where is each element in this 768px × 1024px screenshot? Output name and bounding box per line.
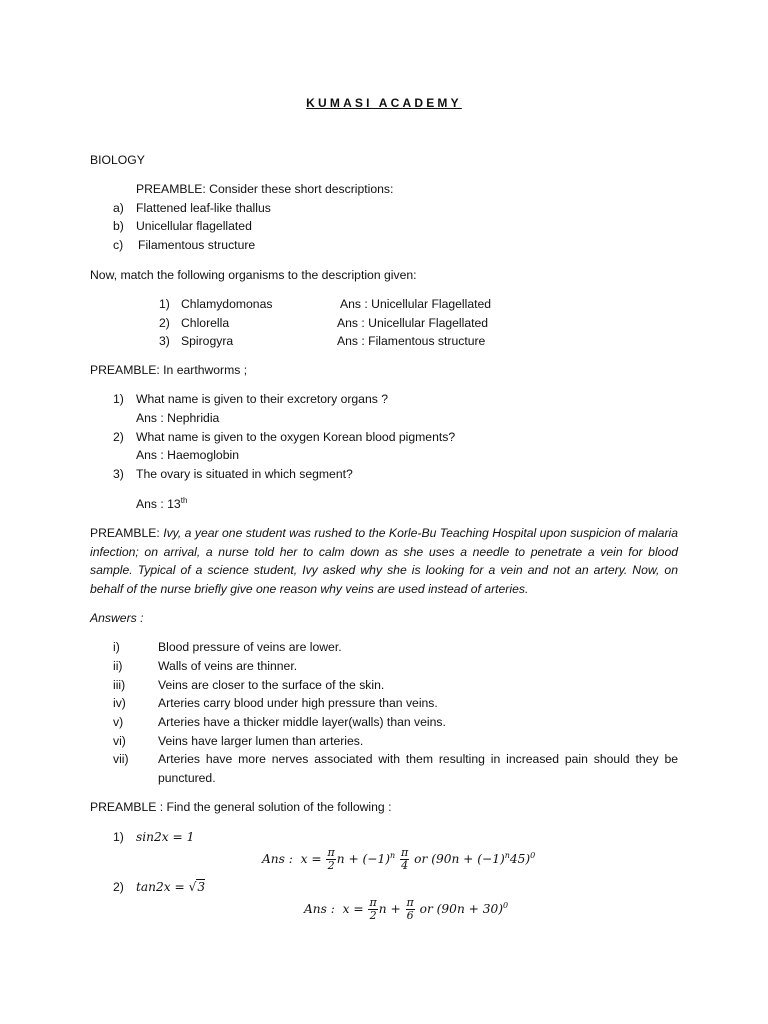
match-answer: Ans : Unicellular Flagellated [340, 297, 492, 311]
list-marker: 3) [113, 467, 124, 481]
fraction: $\frac{\pi}{6}$ [406, 896, 414, 922]
preamble-label: PREAMBLE: [90, 526, 160, 540]
organism-name: Spirogyra [181, 334, 234, 348]
list-item: Filamentous structure [138, 238, 256, 252]
ordinal-suffix: th [180, 495, 188, 505]
list-marker: 2) [159, 316, 170, 330]
list-marker: b) [113, 219, 124, 233]
solution-2: Ans : x = $\frac{\pi}{2}$ n + $\frac{\pi}{6}$ or $(90n + 30)^0$ [304, 896, 509, 922]
list-marker: vi) [113, 734, 126, 748]
list-marker: 2) [113, 880, 124, 894]
answer-item: Arteries have a thicker middle layer(walls) than veins. [158, 715, 446, 729]
preamble-descriptions: PREAMBLE: Consider these short descriptions: [136, 182, 394, 196]
subject-heading: BIOLOGY [90, 153, 145, 167]
list-marker: iii) [113, 678, 126, 692]
list-marker: v) [113, 715, 124, 729]
fraction: $\frac{\pi}{2}$ [327, 846, 335, 872]
match-instruction: Now, match the following organisms to the description given: [90, 268, 417, 282]
fraction: $\frac{\pi}{4}$ [401, 846, 409, 872]
question-answer: Ans : Haemoglobin [136, 448, 239, 462]
list-marker: c) [113, 238, 124, 252]
list-marker: a) [113, 201, 124, 215]
answer-item: Arteries have more nerves associated with them resulting in increased pain should they be punctured. [158, 752, 678, 785]
preamble-story: Ivy, a year one student was rushed to the Korle-Bu Teaching Hospital upon suspicion of malaria infection; on arrival, a nurse told her to calm down as she uses a needle to penetrate a vein for blood sample. Typical of a science student, Ivy asked why she is looking for a vein and not an artery. Now, on behalf of the nurse briefly give one reason why veins are used instead of arteries. [90, 526, 679, 596]
ans-label: Ans : [262, 852, 293, 866]
preamble-trig: PREAMBLE : Find the general solution of the following : [90, 800, 392, 814]
list-item: Unicellular flagellated [136, 219, 252, 233]
answer-item: Veins are closer to the surface of the skin. [158, 678, 385, 692]
fraction: $\frac{\pi}{2}$ [369, 896, 377, 922]
answer-item: Blood pressure of veins are lower. [158, 640, 342, 654]
equation: tan2x = √3 [136, 880, 206, 894]
list-item: Flattened leaf-like thallus [136, 201, 271, 215]
question-answer: Ans : 13th [136, 495, 188, 511]
preamble-earthworms: PREAMBLE: In earthworms ; [90, 363, 248, 377]
question-answer: Ans : Nephridia [136, 411, 220, 425]
equation: sin2x = 1 [136, 830, 195, 844]
answer-item: Arteries carry blood under high pressure than veins. [158, 696, 438, 710]
list-marker: i) [113, 640, 120, 654]
degree-mark: 0 [503, 900, 509, 910]
list-marker: ii) [113, 659, 123, 673]
degree-mark: 0 [530, 850, 536, 860]
list-marker: 1) [159, 297, 170, 311]
answers-label: Answers : [90, 611, 144, 625]
list-marker: 2) [113, 430, 124, 444]
question-text: What name is given to the oxygen Korean blood pigments? [136, 430, 456, 444]
list-marker: iv) [113, 696, 126, 710]
solution-1: Ans : x = $\frac{\pi}{2}$ $n + (-1)^n$ $\frac{\pi}{4}$ or $(90n + (-1)^n45)^0$ [262, 846, 536, 872]
list-marker: 3) [159, 334, 170, 348]
list-marker: 1) [113, 392, 124, 406]
school-title: KUMASI ACADEMY [306, 96, 462, 110]
question-text: The ovary is situated in which segment? [136, 467, 353, 481]
ans-lhs: x = [342, 902, 364, 916]
organism-name: Chlamydomonas [181, 297, 273, 311]
question-text: What name is given to their excretory organs ? [136, 392, 388, 406]
ans-lhs: x = [300, 852, 322, 866]
preamble-ivy [90, 524, 678, 598]
ans-label: Ans : [304, 902, 335, 916]
match-answer: Ans : Filamentous structure [337, 334, 486, 348]
organism-name: Chlorella [181, 316, 230, 330]
answer-item: Veins have larger lumen than arteries. [158, 734, 364, 748]
answer-item: Walls of veins are thinner. [158, 659, 298, 673]
list-marker: 1) [113, 830, 124, 844]
match-answer: Ans : Unicellular Flagellated [337, 316, 489, 330]
list-marker: vii) [113, 752, 129, 766]
